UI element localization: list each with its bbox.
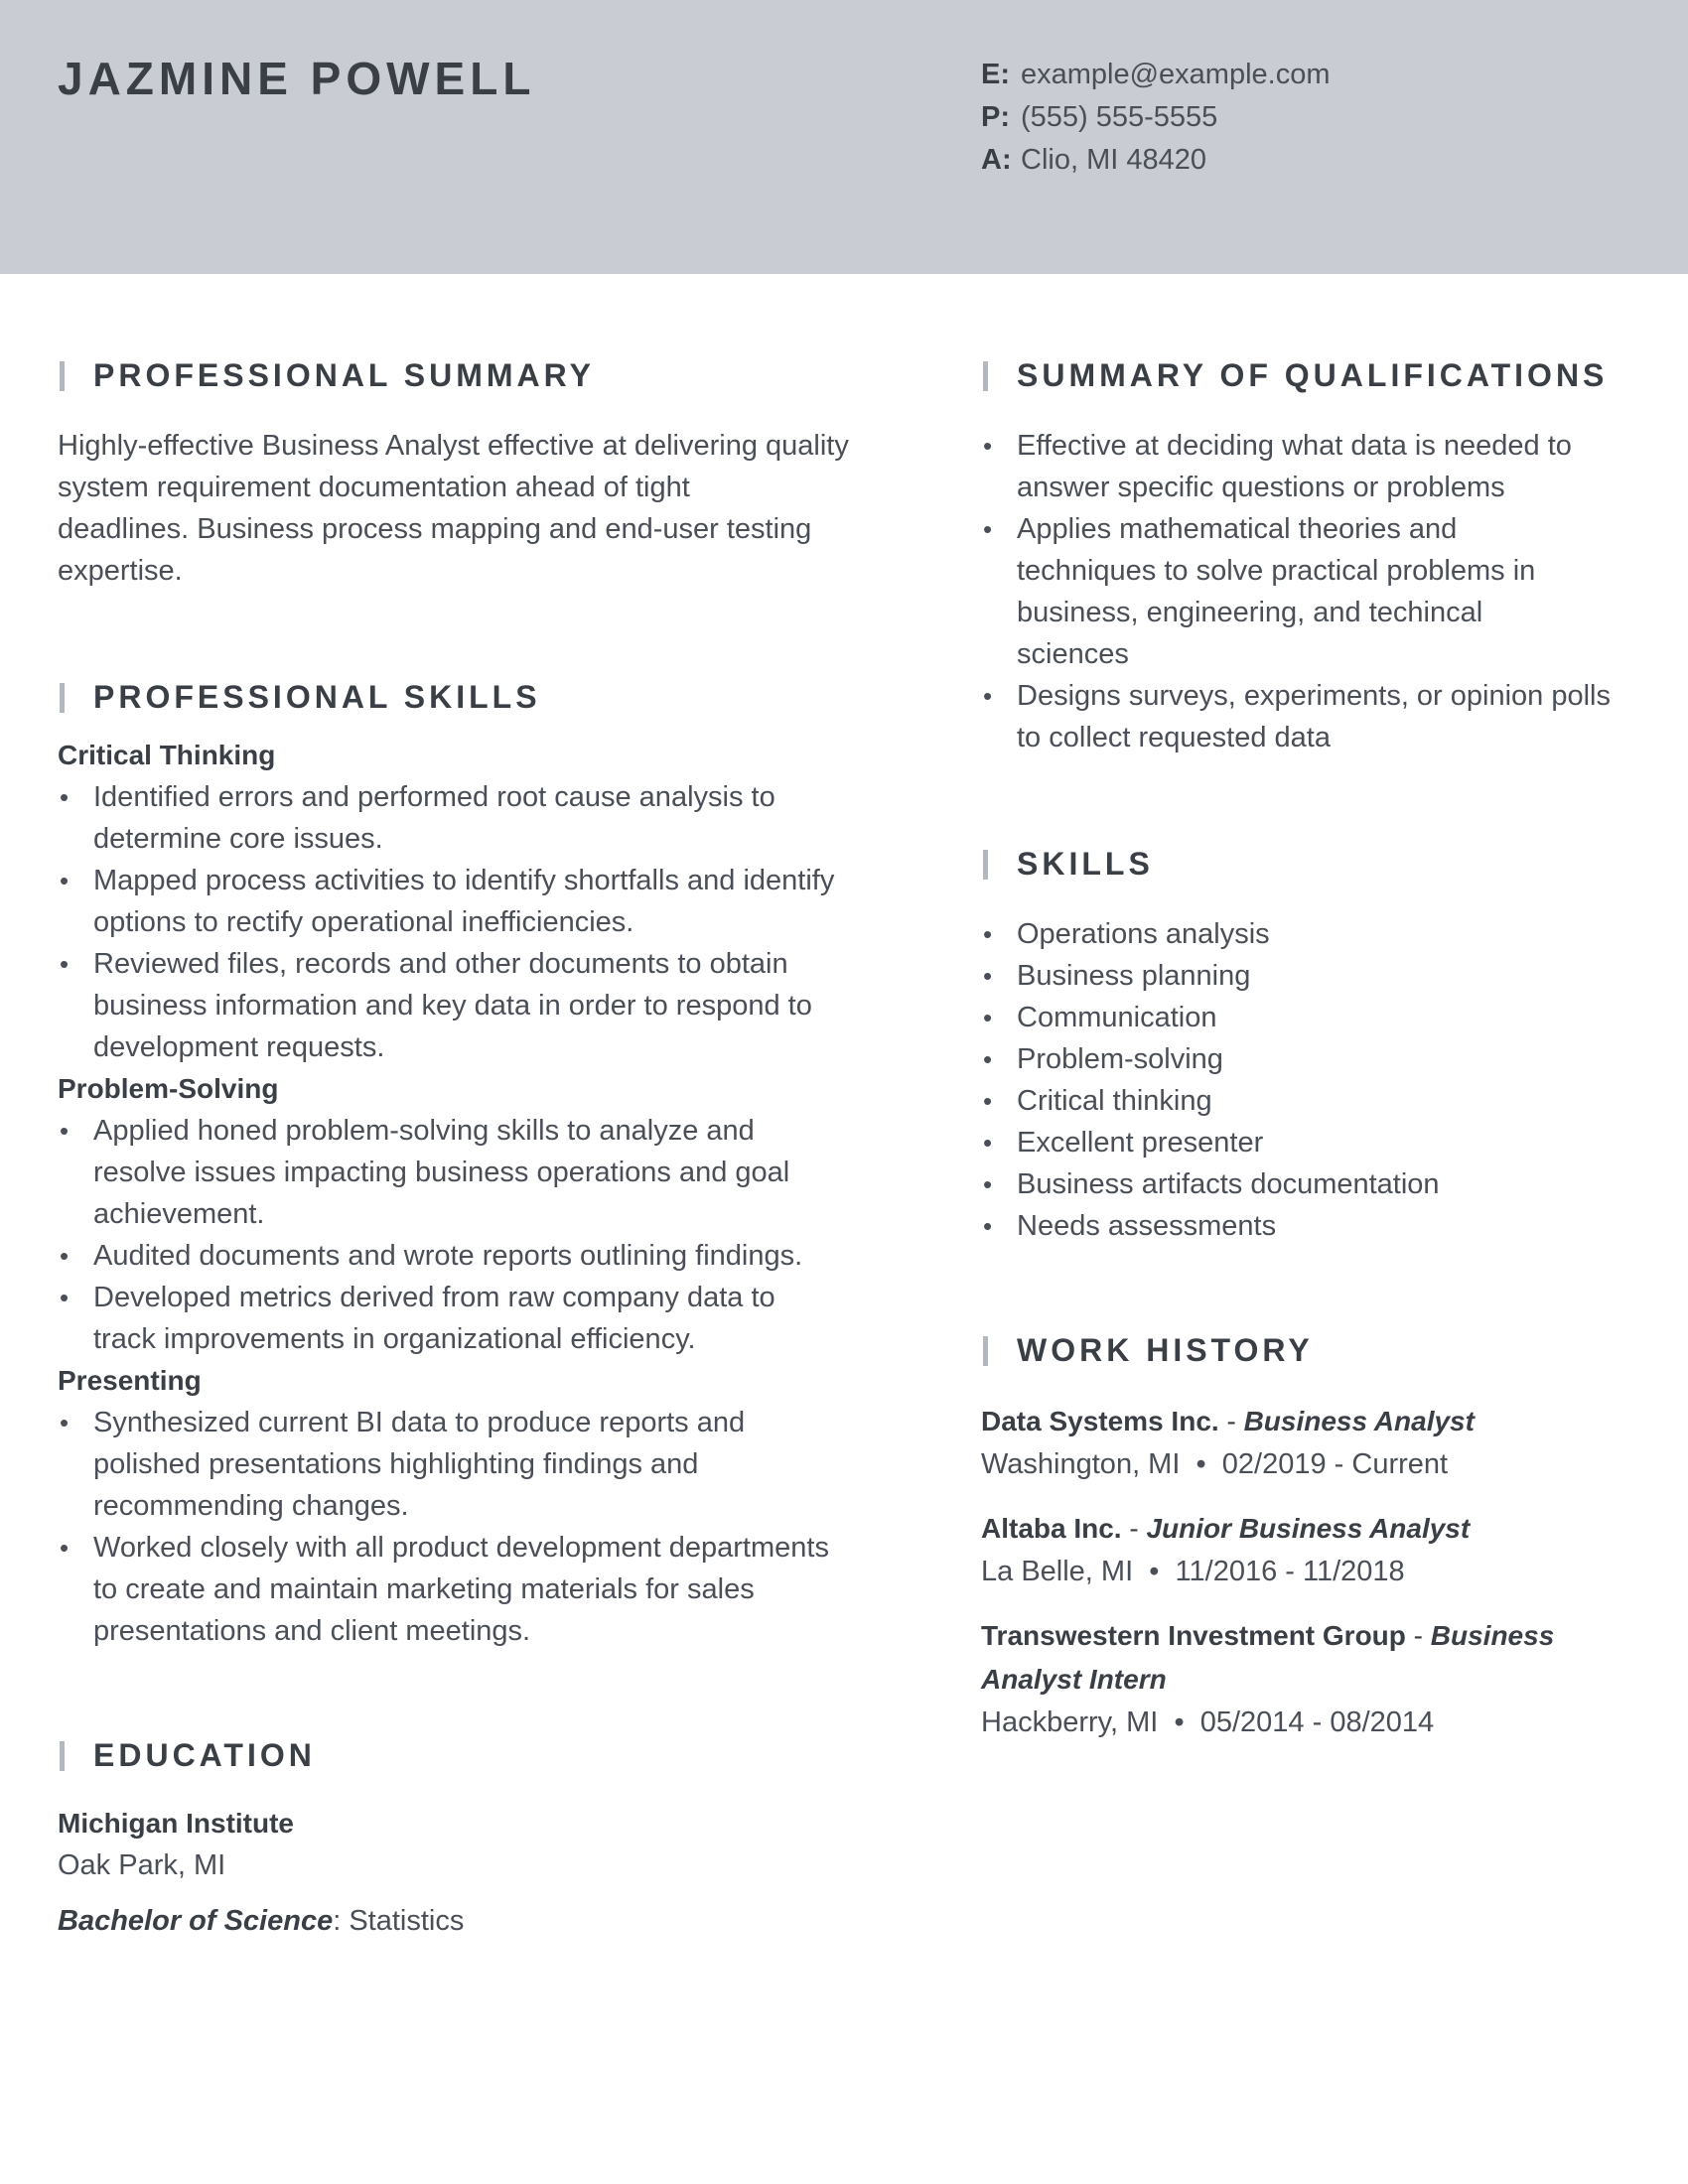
- list-item: [58, 1235, 912, 1277]
- job-entry: [981, 1507, 1636, 1592]
- bullet-icon: •: [60, 782, 70, 812]
- section-marker: [983, 850, 988, 880]
- section-marker: [60, 361, 65, 391]
- candidate-name: JAZMINE POWELL: [58, 53, 536, 104]
- job-meta: [981, 1551, 1636, 1592]
- section-marker: [60, 1741, 65, 1771]
- section-title-text: PROFESSIONAL SUMMARY: [93, 357, 595, 393]
- job-company: Transwestern Investment Group: [981, 1620, 1406, 1651]
- list-item-line: Effective at deciding what data is needed to: [1017, 430, 1572, 462]
- list-item-line: techniques to solve practical problems in: [1017, 555, 1536, 587]
- bullet-icon: •: [60, 1116, 70, 1146]
- list-item: [981, 508, 1636, 675]
- job-meta: [981, 1443, 1636, 1485]
- skill-group-list: [58, 776, 912, 1068]
- list-item: [981, 1122, 1636, 1163]
- list-item-line: achievement.: [93, 1198, 265, 1230]
- skill-group: [58, 1360, 912, 1652]
- professional-summary-section: [58, 353, 912, 592]
- contact-phone-label: P:: [981, 101, 1010, 133]
- job-title-line: [981, 1658, 1636, 1702]
- job-dates: 05/2014 - 08/2014: [1199, 1706, 1435, 1738]
- list-item-line: determine core issues.: [93, 823, 383, 855]
- bullet-icon: •: [60, 1283, 70, 1312]
- contact-phone: [981, 96, 1331, 139]
- summary-line: system requirement documentation ahead of tight: [58, 472, 690, 503]
- qualifications-section: [981, 353, 1636, 758]
- list-item-line: to create and maintain marketing materials for sales: [93, 1573, 755, 1605]
- list-item: [981, 997, 1636, 1038]
- bullet-icon: •: [983, 1128, 993, 1158]
- contact-address: [981, 139, 1331, 182]
- list-item: [58, 1527, 912, 1652]
- list-item-line: Designs surveys, experiments, or opinion polls: [1017, 680, 1611, 712]
- list-item-line: recommending changes.: [93, 1490, 409, 1522]
- list-item: [58, 776, 912, 860]
- list-item: [58, 1277, 912, 1360]
- section-marker: [60, 683, 65, 713]
- list-item-line: Mapped process activities to identify shortfalls and identify: [93, 865, 835, 896]
- job-title-line: [981, 1507, 1636, 1551]
- bullet-icon: •: [983, 1003, 993, 1032]
- list-item-line: Communication: [1017, 1002, 1217, 1033]
- list-item-line: Applied honed problem-solving skills to analyze and: [93, 1115, 755, 1147]
- list-item-line: Critical thinking: [1017, 1085, 1212, 1117]
- contact-block: [981, 54, 1331, 182]
- list-item-line: to collect requested data: [1017, 722, 1331, 753]
- meta-separator-icon: •: [1180, 1448, 1222, 1480]
- list-item-line: track improvements in organizational efficiency.: [93, 1323, 696, 1355]
- contact-email: [981, 54, 1331, 96]
- list-item-line: Needs assessments: [1017, 1210, 1277, 1242]
- qualifications-list: [981, 425, 1636, 758]
- section-title-text: PROFESSIONAL SKILLS: [93, 679, 541, 715]
- list-item: [981, 1163, 1636, 1205]
- list-item-line: Business artifacts documentation: [1017, 1168, 1440, 1200]
- job-separator: -: [1405, 1620, 1431, 1651]
- list-item-line: Developed metrics derived from raw company data to: [93, 1282, 775, 1313]
- section-marker: [983, 1336, 988, 1366]
- job-separator: -: [1218, 1406, 1244, 1436]
- summary-line: Highly-effective Business Analyst effective at delivering quality: [58, 430, 849, 462]
- skills-section: [981, 842, 1636, 1247]
- skill-group: [58, 735, 912, 1068]
- list-item-line: Worked closely with all product development departments: [93, 1532, 829, 1564]
- job-role: Business Analyst: [1243, 1406, 1475, 1436]
- job-role: Analyst Intern: [981, 1664, 1167, 1695]
- bullet-icon: •: [983, 961, 993, 991]
- section-title-text: SKILLS: [1017, 846, 1154, 882]
- contact-email-label: E:: [981, 59, 1010, 90]
- list-item-line: Synthesized current BI data to produce reports and: [93, 1407, 746, 1438]
- list-item: [981, 1038, 1636, 1080]
- meta-separator-icon: •: [1133, 1556, 1176, 1587]
- section-title-text: WORK HISTORY: [1017, 1332, 1314, 1368]
- list-item-line: answer specific questions or problems: [1017, 472, 1505, 503]
- job-meta: [981, 1702, 1636, 1743]
- education-degree-line: [58, 1900, 912, 1942]
- list-item: [981, 913, 1636, 955]
- header-band: [0, 0, 1688, 274]
- skill-group-heading: Presenting: [58, 1365, 202, 1396]
- professional-skills-section: [58, 675, 912, 1652]
- list-item: [58, 860, 912, 943]
- contact-phone-value[interactable]: (555) 555-5555: [1021, 101, 1218, 133]
- list-item: [981, 425, 1636, 508]
- skill-group: [58, 1068, 912, 1360]
- job-separator: -: [1121, 1513, 1147, 1544]
- list-item-line: polished presentations highlighting findings and: [93, 1448, 699, 1480]
- list-item-line: Problem-solving: [1017, 1043, 1223, 1075]
- summary-line: expertise.: [58, 555, 183, 587]
- summary-paragraph: [58, 425, 912, 592]
- contact-address-label: A:: [981, 144, 1012, 176]
- section-marker: [983, 361, 988, 391]
- job-location: Washington, MI: [981, 1448, 1181, 1480]
- list-item-line: Reviewed files, records and other documents to obtain: [93, 948, 788, 980]
- job-location: La Belle, MI: [981, 1556, 1134, 1587]
- contact-email-value[interactable]: example@example.com: [1021, 59, 1331, 90]
- list-item-line: resolve issues impacting business operations and goal: [93, 1157, 790, 1188]
- bullet-icon: •: [60, 866, 70, 895]
- list-item: [58, 943, 912, 1068]
- list-item-line: Business planning: [1017, 960, 1251, 992]
- list-item-line: Excellent presenter: [1017, 1127, 1264, 1159]
- list-item: [981, 1205, 1636, 1247]
- list-item-line: presentations and client meetings.: [93, 1615, 531, 1647]
- section-title: [981, 1328, 1636, 1372]
- list-item: [58, 1402, 912, 1527]
- skill-group-heading: Problem-Solving: [58, 1073, 279, 1104]
- list-item-line: options to rectify operational inefficiencies.: [93, 906, 634, 938]
- meta-separator-icon: •: [1158, 1706, 1200, 1738]
- work-history-section: [981, 1328, 1636, 1743]
- contact-address-value: Clio, MI 48420: [1021, 144, 1206, 176]
- bullet-icon: •: [60, 1241, 70, 1271]
- section-title-text: EDUCATION: [93, 1737, 316, 1773]
- list-item-line: Operations analysis: [1017, 918, 1270, 950]
- education-field: : Statistics: [333, 1905, 465, 1937]
- job-role: Business: [1430, 1620, 1555, 1651]
- job-title-line: [981, 1400, 1636, 1443]
- bullet-icon: •: [983, 919, 993, 949]
- skill-groups: [58, 735, 912, 1652]
- bullet-icon: •: [983, 514, 993, 544]
- list-item-line: Applies mathematical theories and: [1017, 513, 1458, 545]
- skill-group-list: [58, 1110, 912, 1360]
- bullet-icon: •: [983, 681, 993, 711]
- list-item-line: sciences: [1017, 638, 1129, 670]
- section-title: [58, 675, 912, 719]
- list-item-line: Identified errors and performed root cause analysis to: [93, 781, 775, 813]
- job-company: Data Systems Inc.: [981, 1406, 1219, 1436]
- job-company: Altaba Inc.: [981, 1513, 1122, 1544]
- list-item: [981, 955, 1636, 997]
- bullet-icon: •: [60, 949, 70, 979]
- left-column: [58, 353, 912, 1942]
- job-dates: 11/2016 - 11/2018: [1175, 1556, 1405, 1587]
- list-item-line: business, engineering, and techincal: [1017, 597, 1483, 628]
- job-entry: [981, 1614, 1636, 1743]
- job-title-line: [981, 1614, 1636, 1658]
- bullet-icon: •: [983, 1086, 993, 1116]
- education-section: [58, 1733, 912, 1942]
- section-title-text: SUMMARY OF QUALIFICATIONS: [1017, 357, 1609, 393]
- list-item: [58, 1110, 912, 1235]
- bullet-icon: •: [983, 431, 993, 461]
- job-dates: 02/2019 - Current: [1221, 1448, 1449, 1480]
- list-item: [981, 675, 1636, 758]
- list-item-line: business information and key data in order to respond to: [93, 990, 812, 1022]
- education-school: Michigan Institute: [58, 1808, 294, 1839]
- summary-line: deadlines. Business process mapping and end-user testing: [58, 513, 812, 545]
- job-role: Junior Business Analyst: [1146, 1513, 1471, 1544]
- job-entry: [981, 1400, 1636, 1485]
- job-location: Hackberry, MI: [981, 1706, 1159, 1738]
- bullet-icon: •: [983, 1169, 993, 1199]
- list-item-line: Audited documents and wrote reports outlining findings.: [93, 1240, 803, 1272]
- skill-group-list: [58, 1402, 912, 1652]
- bullet-icon: •: [60, 1408, 70, 1437]
- section-title: [58, 1733, 912, 1777]
- section-title: [981, 353, 1636, 397]
- jobs-list: [981, 1400, 1636, 1743]
- list-item: [981, 1080, 1636, 1122]
- bullet-icon: •: [983, 1044, 993, 1074]
- education-location: Oak Park, MI: [58, 1849, 226, 1881]
- bullet-icon: •: [60, 1533, 70, 1563]
- skills-list: [981, 913, 1636, 1247]
- skill-group-heading: Critical Thinking: [58, 740, 276, 770]
- education-degree: Bachelor of Science: [58, 1905, 334, 1937]
- list-item-line: development requests.: [93, 1031, 385, 1063]
- section-title: [58, 353, 912, 397]
- right-column: [981, 353, 1636, 1765]
- section-title: [981, 842, 1636, 886]
- bullet-icon: •: [983, 1211, 993, 1241]
